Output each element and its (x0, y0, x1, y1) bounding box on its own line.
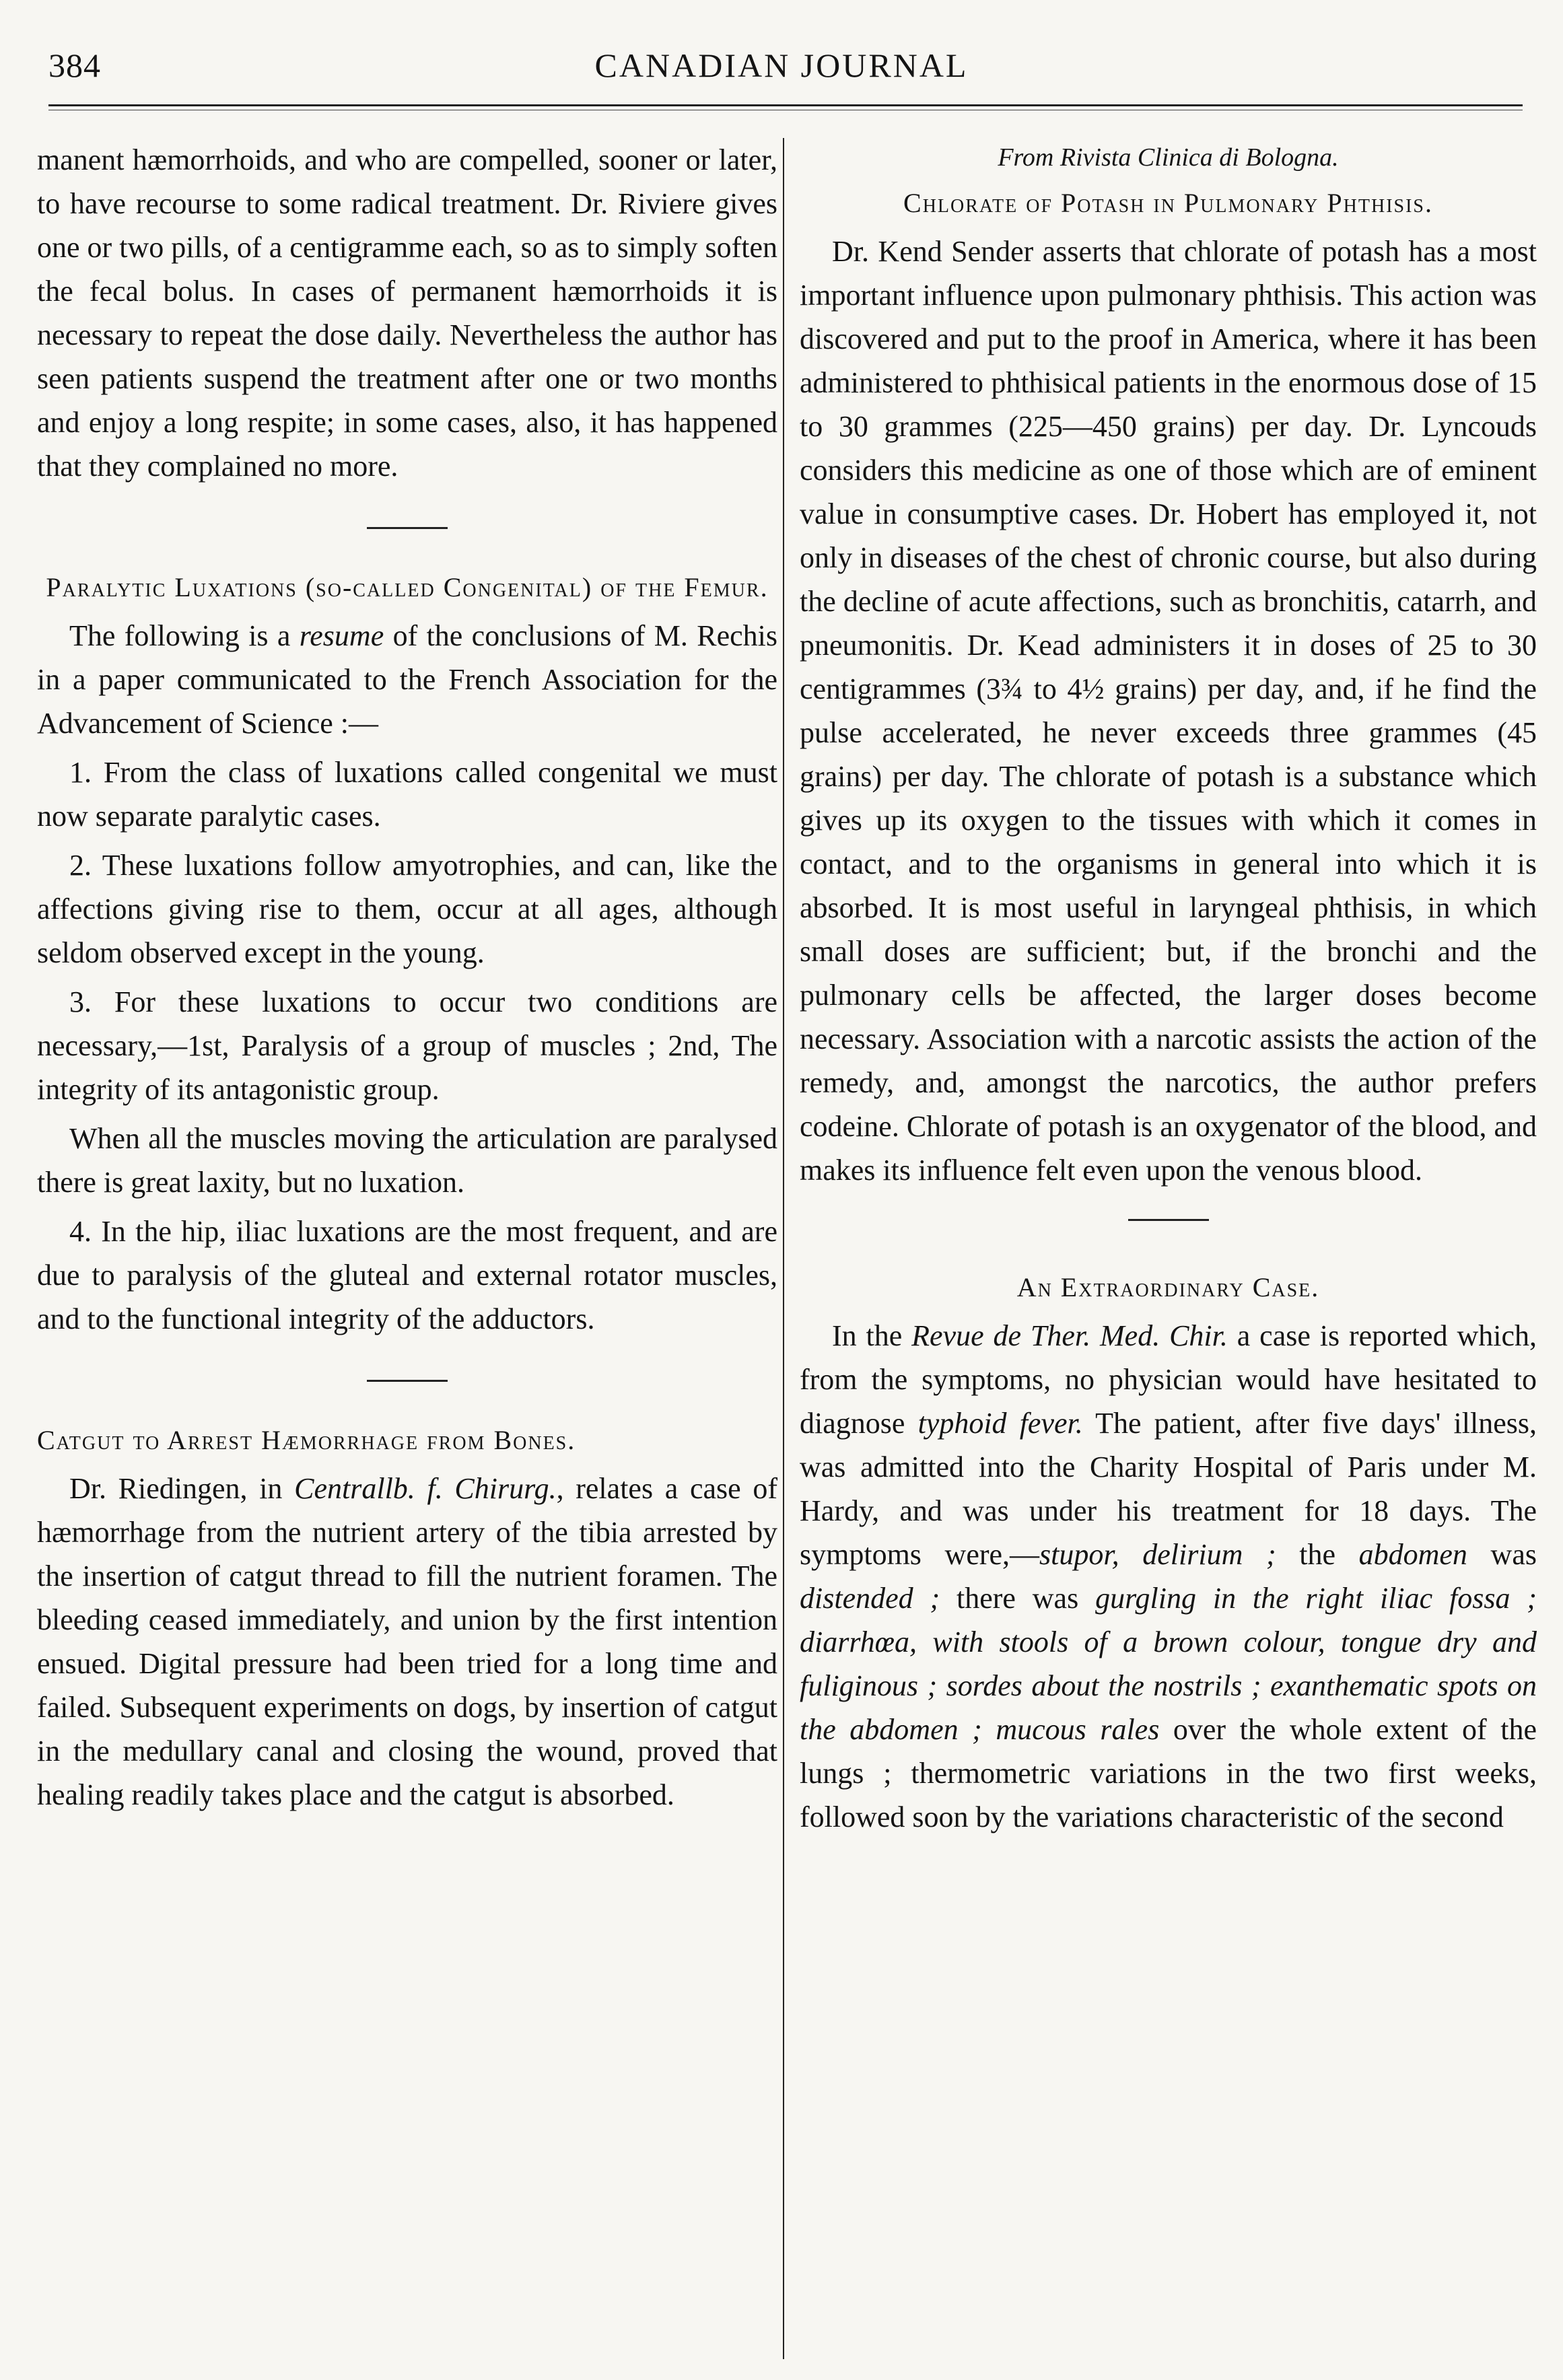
section-title-chlorate: Chlorate of Potash in Pulmonary Phthisis. (903, 188, 1433, 218)
left-column (37, 138, 777, 1822)
section-title-luxations: Paralytic Luxations (so-called Congenital) of the Femur. (46, 572, 769, 602)
page-header (0, 0, 1563, 118)
header-rule (48, 104, 1523, 106)
continued-paragraph: manent hæmorrhoids, and who are compelled, sooner or later, to have recourse to some radical treatment. Dr. Riviere gives one or two pills, of a centigramme each, so as to simply soften the fecal bolus. In cases of permanent hæmorrhoids it is necessary to repeat the dose daily. Nevertheless the author has seen patients suspend the treatment after one or two months and enjoy a long respite; in some cases, also, it has happened that they complained no more. (37, 143, 777, 483)
section-title-case: An Extraordinary Case. (1016, 1272, 1320, 1302)
luxations-item-1: 1. From the class of luxations called congenital we must now separate paralytic cases. (37, 756, 777, 833)
source-line: From Rivista Clinica di Bologna. (998, 143, 1339, 172)
luxations-item-2: 2. These luxations follow amyotrophies, and can, like the affections giving rise to them, occur at all ages, although seldom observed except in the young. (37, 849, 777, 969)
luxations-intro: The following is a resume of the conclusions of M. Rechis in a paper communicated to the French Association for the Advancement of Science :— (37, 619, 777, 740)
section-divider (367, 527, 448, 529)
section-divider (367, 1380, 448, 1382)
luxations-item-4: 4. In the hip, iliac luxations are the most frequent, and are due to paralysis of the gluteal and external rotator muscles, and to the functional integrity of the adductors. (37, 1215, 777, 1335)
luxations-item-3b: When all the muscles moving the articulation are paralysed there is great laxity, but no luxation. (37, 1122, 777, 1199)
page-number: 384 (48, 46, 101, 84)
column-divider (783, 138, 784, 2359)
right-column (800, 138, 1537, 1844)
case-paragraph: In the Revue de Ther. Med. Chir. a case is reported which, from the symptoms, no physician would have hesitated to diagnose typhoid fever. The patient, after five days' illness, was admitted into the Charity Hospital of Paris under M. Hardy, and was under his treatment for 18 days. The symptoms were,—stupor, delirium ; the abdomen was distended ; there was gurgling in the right iliac fossa ; diarrhœa, with stools of a brown colour, tongue dry and fuliginous ; sordes about the nostrils ; exanthematic spots on the abdomen ; mucous rales over the whole extent of the lungs ; thermometric variations in the two first weeks, followed soon by the variations characteristic of the second (800, 1319, 1537, 1833)
luxations-item-3: 3. For these luxations to occur two conditions are necessary,—1st, Paralysis of a group of muscles ; 2nd, The integrity of its antagonistic group. (37, 985, 777, 1106)
chlorate-paragraph: Dr. Kend Sender asserts that chlorate of potash has a most important influence upon pulmonary phthisis. This action was discovered and put to the proof in America, where it has been administered to phthisical patients in the enormous dose of 15 to 30 grammes (225—450 grains) per day. Dr. Lyncouds considers this medicine as one of those which are of eminent value in consumptive cases. Dr. Hobert has employed it, not only in diseases of the chest of chronic course, but also during the decline of acute affections, such as bronchitis, catarrh, and pneumonitis. Dr. Kead administers it in doses of 25 to 30 centigrammes (3¾ to 4½ grains) per day, and, if he find the pulse accelerated, he never exceeds three grammes (45 grains) per day. The chlorate of potash is a substance which gives up its oxygen to the tissues with which it comes in contact, and to the organisms in general into which it is absorbed. It is most useful in laryngeal phthisis, in which small doses are sufficient; but, if the bronchi and the pulmonary cells be affected, the larger doses become necessary. Association with a narcotic assists the action of the remedy, and, amongst the narcotics, the author prefers codeine. Chlorate of potash is an oxygenator of the blood, and makes its influence felt even upon the venous blood. (800, 235, 1537, 1187)
section-divider (1128, 1219, 1209, 1221)
running-title: CANADIAN JOURNAL (594, 46, 969, 84)
section-title-catgut: Catgut to Arrest Hæmorrhage from Bones. (37, 1425, 576, 1455)
catgut-paragraph: Dr. Riedingen, in Centrallb. f. Chirurg., relates a case of hæmorrhage from the nutrient artery of the tibia arrested by the insertion of catgut thread to fill the nutrient foramen. The bleeding ceased immediately, and union by the first intention ensued. Digital pressure had been tried for a long time and failed. Subsequent experiments on dogs, by insertion of catgut in the medullary canal and closing the wound, proved that healing readily takes place and the catgut is absorbed. (37, 1472, 777, 1811)
